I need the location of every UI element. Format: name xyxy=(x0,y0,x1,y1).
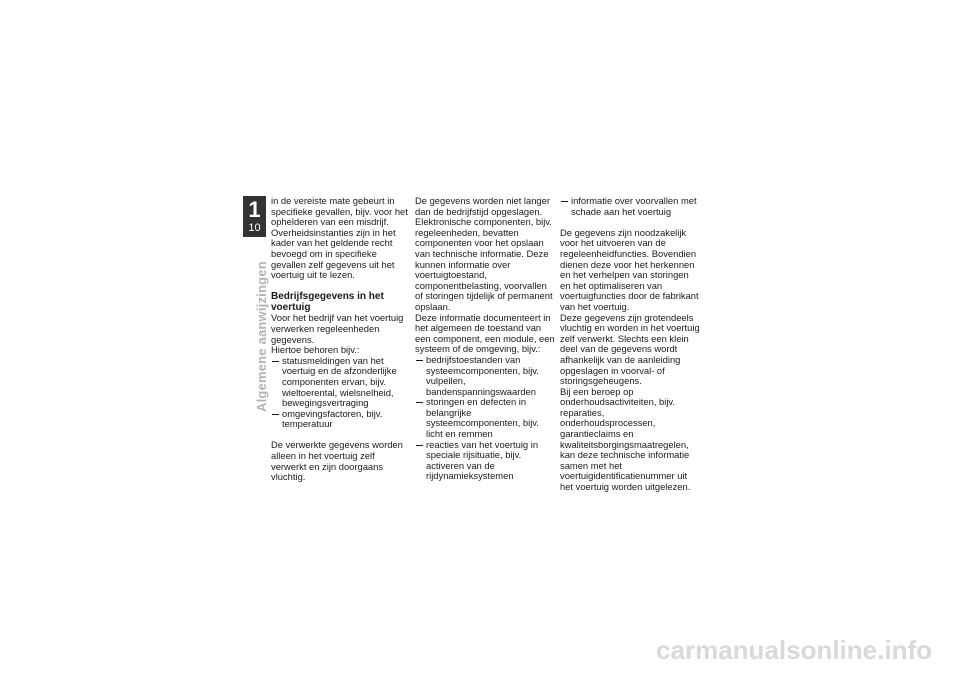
bullet-list xyxy=(560,196,700,217)
text-column-1 xyxy=(271,196,411,483)
bullet-list xyxy=(415,355,555,482)
paragraph: Deze informatie documenteert in het algemeen de toestand van een component, een module, een systeem of de omgeving, bijv.: xyxy=(415,311,555,355)
bullet-list xyxy=(271,356,411,430)
paragraph: in de vereiste mate gebeurt in specifieke gevallen, bijv. voor het ophelderen van een misdrijf. Overheidsinstanties zijn in het kader van het geldende recht bevoegd om in specifieke gevallen zelf gegevens uit het voertuig uit te lezen. xyxy=(271,195,408,281)
chapter-title: Algemene aanwijzingen xyxy=(254,261,269,412)
text-column-3 xyxy=(560,196,700,493)
page-number: 10 xyxy=(248,222,261,234)
list-item: storingen en defecten in belangrijke systeemcomponenten, bijv. licht en remmen xyxy=(415,397,555,439)
chapter-number: 1 xyxy=(248,197,261,222)
list-item: bedrijfstoestanden van systeemcomponenten, bijv. vulpeilen, bandenspanningswaarden xyxy=(415,355,555,397)
list-item: statusmeldingen van het voertuig en de afzonderlijke componenten ervan, bijv. wieltoerental, wielsnelheid, bewegingsvertraging xyxy=(271,356,411,409)
paragraph: De verwerkte gegevens worden alleen in het voertuig zelf verwerkt en zijn doorgaans vluchtig. xyxy=(271,439,403,483)
paragraph: Voor het bedrijf van het voertuig verwerken regeleenheden gegevens. xyxy=(271,312,404,345)
paragraph: De gegevens worden niet langer dan de bedrijfstijd opgeslagen. Elektronische componenten, bijv. regeleenheden, bevatten componenten voor het opslaan van technische informatie. Deze kunnen informatie over voertuigtoestand, componentbelasting, voorvallen of storingen tijdelijk of permanent opslaan. xyxy=(415,195,553,312)
section-heading: Bedrijfsgegevens in het voertuig xyxy=(271,291,384,314)
list-item: reacties van het voertuig in speciale rijsituatie, bijv. activeren van de rijdynamieksystemen xyxy=(415,440,555,482)
paragraph: Bij een beroep op onderhoudsactiviteiten, bijv. reparaties, onderhoudsprocessen, garantieclaims en kwaliteitsborgingsmaatregelen, kan deze technische informatie samen met het voertuigidentificatienummer uit het voertuig worden uitgelezen. xyxy=(560,385,691,493)
list-item: informatie over voorvallen met schade aan het voertuig xyxy=(560,196,700,217)
chapter-tab xyxy=(243,196,266,237)
list-item: omgevingsfactoren, bijv. temperatuur xyxy=(271,409,411,430)
paragraph: Deze gegevens zijn grotendeels vluchtig en worden in het voertuig zelf verwerkt. Slechts een klein deel van de gegevens wordt afhankelijk van de aanleiding opgeslagen in voorval- of storingsgeheugens. xyxy=(560,311,700,387)
watermark: carmanualsonline.info xyxy=(656,635,932,665)
paragraph: Hiertoe behoren bijv.: xyxy=(271,344,360,356)
paragraph: De gegevens zijn noodzakelijk voor het uitvoeren van de regeleenheidfuncties. Bovendien dienen deze voor het herkennen en het verhelpen van storingen en het optimaliseren van voertuigfuncties door de fabrikant van het voertuig. xyxy=(560,226,699,312)
text-column-2 xyxy=(415,196,555,482)
